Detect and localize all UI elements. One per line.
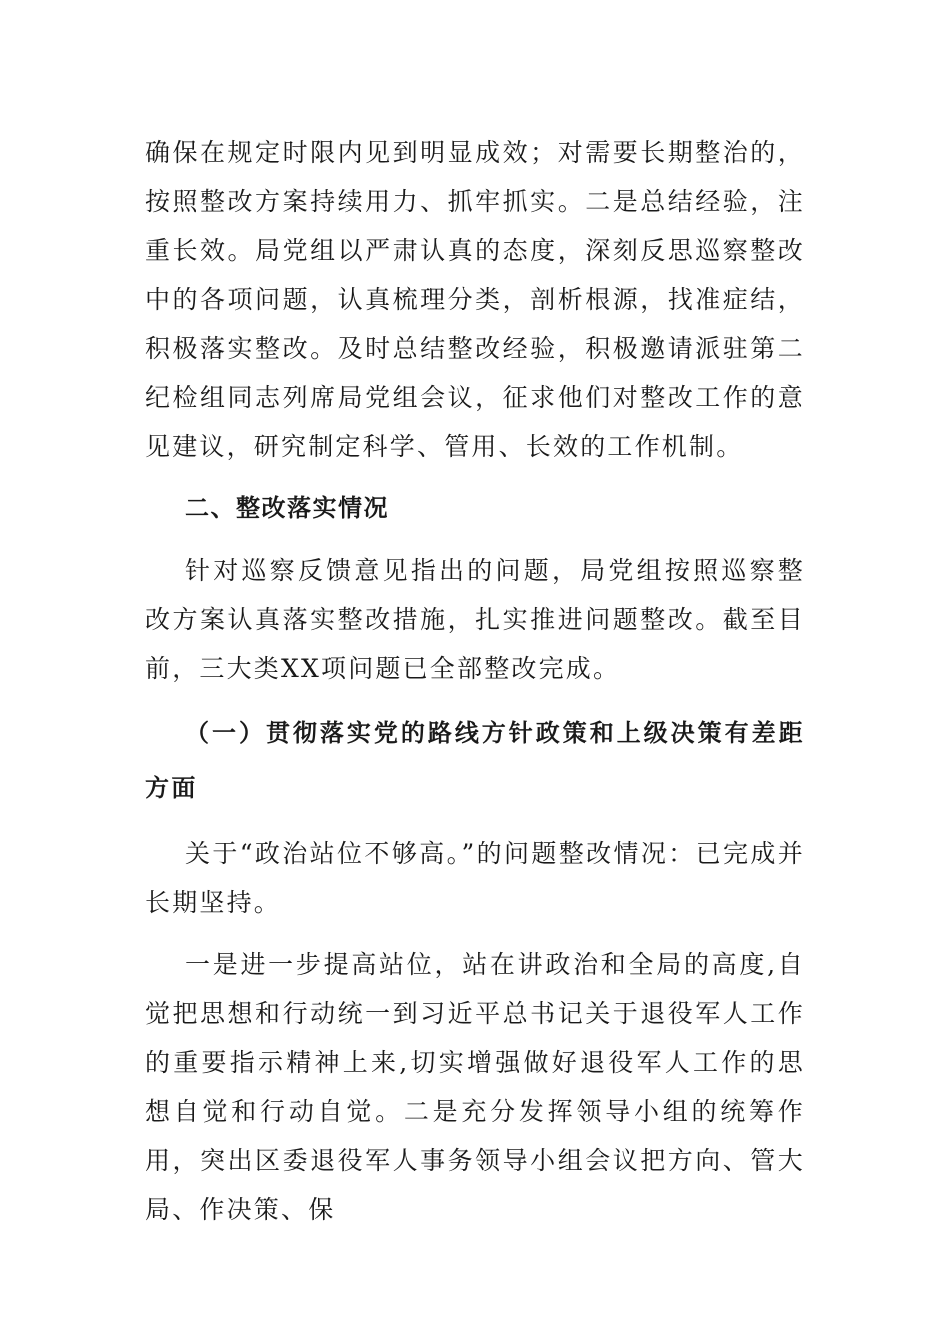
- paragraph-continued: 确保在规定时限内见到明显成效；对需要长期整治的，按照整改方案持续用力、抓牢抓实。二是总结经验，注重长效。局党组以严肃认真的态度，深刻反思巡察整改中的各项问题，认真梳理分类，剖析根源，找准症结，积极落实整改。及时总结整改经验，积极邀请派驻第二纪检组同志列席局党组会议，征求他们对整改工作的意见建议，研究制定科学、管用、长效的工作机制。: [145, 138, 805, 461]
- section-heading-2: 二、整改落实情况: [185, 494, 389, 522]
- paragraph-issue-status: 关于“政治站位不够高。”的问题整改情况：已完成并长期坚持。: [145, 839, 805, 917]
- paragraph-rectification-summary: 针对巡察反馈意见指出的问题，局党组按照巡察整改方案认真落实整改措施，扎实推进问题整改。截至目前，三大类XX项问题已全部整改完成。: [145, 556, 805, 683]
- subsection-heading-1: （一）贯彻落实党的路线方针政策和上级决策有差距方面: [145, 719, 805, 802]
- document-body: [145, 128, 805, 1234]
- paragraph-measures: 一是进一步提高站位，站在讲政治和全局的高度,自觉把思想和行动统一到习近平总书记关于退役军人工作的重要指示精神上来,切实增强做好退役军人工作的思想自觉和行动自觉。二是充分发挥领导小组的统筹作用，突出区委退役军人事务领导小组会议把方向、管大局、作决策、保: [145, 950, 805, 1224]
